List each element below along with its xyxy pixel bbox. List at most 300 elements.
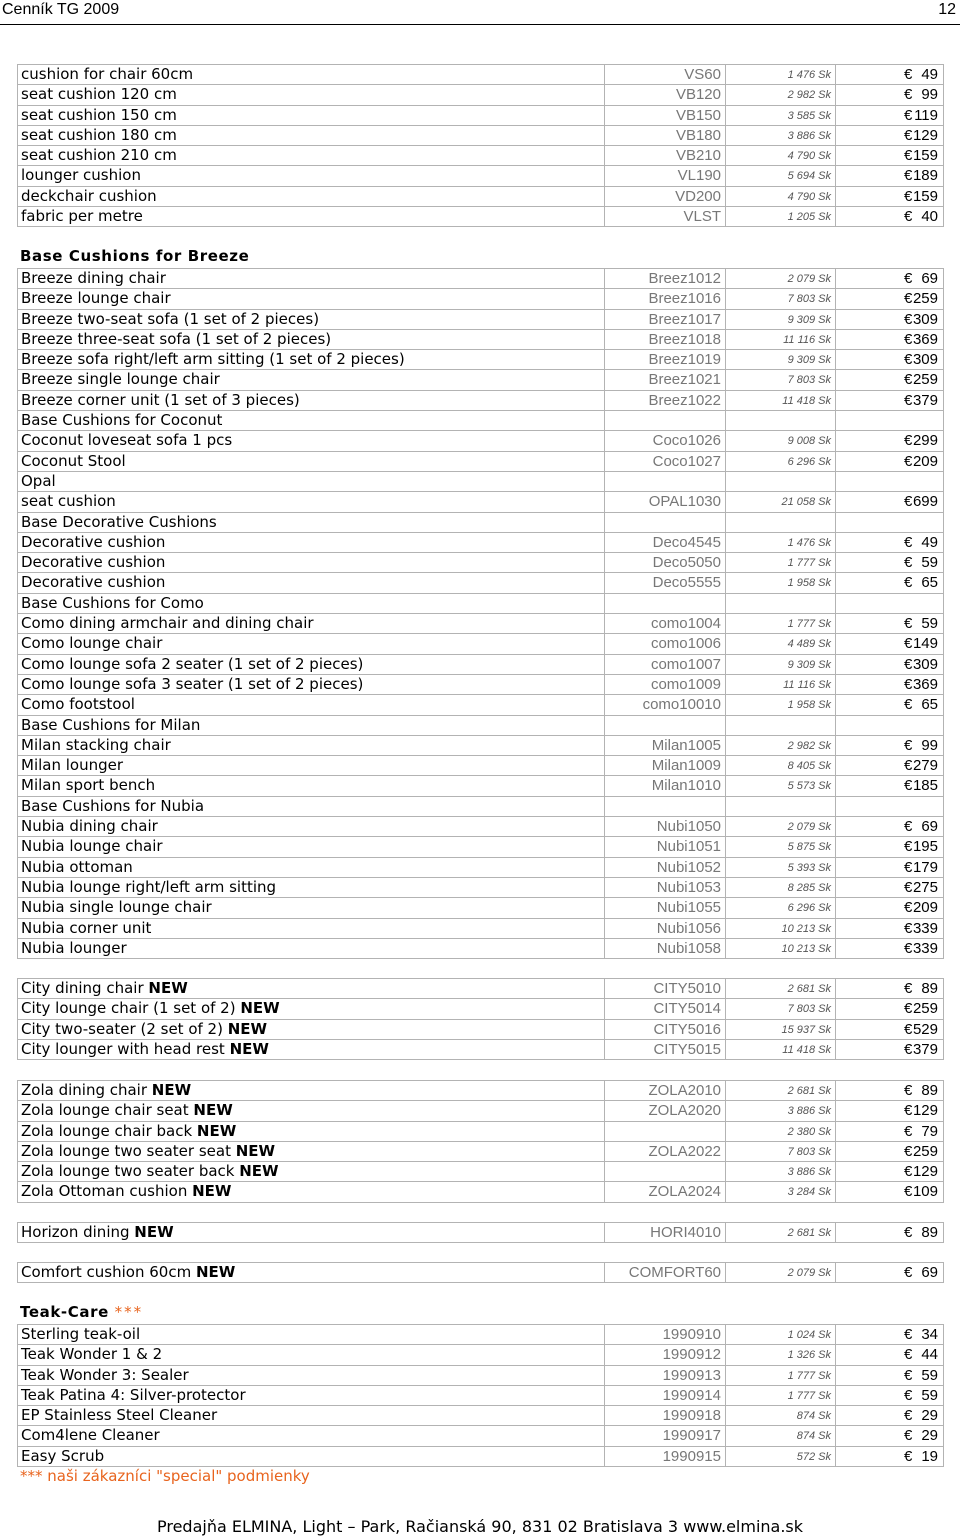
euro-icon: € [904,615,913,633]
table-row [18,207,943,227]
table-row [18,1122,943,1142]
product-name-text: Zola Ottoman cushion [21,1182,193,1201]
table-row [18,999,943,1019]
table-row [18,634,943,654]
new-badge: NEW [134,1223,174,1241]
price-sk: 1 326 Sk [725,1345,835,1364]
product-name [18,1345,604,1364]
product-code: 1990912 [604,1345,725,1364]
price-sk: 2 380 Sk [725,1122,835,1141]
price-eur-value: 699 [912,493,938,511]
price-eur [835,1406,942,1425]
price-eur [835,472,942,491]
price-eur-value: 379 [912,391,938,409]
product-code: VB150 [604,106,725,125]
price-sk: 11 116 Sk [725,330,835,349]
new-badge: NEW [239,1162,279,1181]
price-eur [835,797,942,816]
table-row [18,1406,943,1426]
table-row [18,65,943,85]
table-row [18,675,943,695]
euro-icon: € [904,1082,913,1099]
new-badge: NEW [193,1101,233,1120]
product-code [604,472,725,491]
price-table-block [17,1262,944,1283]
price-eur [835,370,942,389]
price-eur [835,269,942,288]
table-row [18,655,943,675]
euro-icon: € [904,1102,913,1120]
product-name [18,1142,604,1161]
price-eur-value: 65 [921,574,938,592]
price-eur-value: 49 [921,66,938,83]
price-eur [835,1366,942,1385]
product-code: Nubi1052 [604,858,725,877]
price-eur-value: 129 [912,1102,938,1120]
price-eur-value: 379 [912,1040,938,1058]
product-name-text: Nubia lounge chair [21,837,163,856]
price-sk: 9 309 Sk [725,310,835,329]
product-name-text: Comfort cushion 60cm [21,1263,196,1281]
product-name [18,166,604,185]
product-name-text: Como lounge chair [21,634,163,653]
price-eur [835,979,942,998]
product-code: CITY5014 [604,999,725,1018]
product-code: como1007 [604,655,725,674]
product-name-text: Zola lounge two seater back [21,1162,240,1181]
product-name-text: EP Stainless Steel Cleaner [21,1406,218,1425]
euro-icon: € [904,1326,913,1343]
price-eur-value: 529 [912,1020,938,1038]
product-code: Deco4545 [604,533,725,552]
table-row [18,330,943,350]
price-eur-value: 209 [912,452,938,470]
product-name [18,1122,604,1141]
product-name-text: Base Cushions for Como [21,593,204,612]
price-sk: 3 886 Sk [725,126,835,145]
product-name [18,207,604,226]
euro-icon: € [904,939,913,957]
product-name [18,837,604,856]
product-name [18,1182,604,1201]
price-sk: 9 309 Sk [725,350,835,369]
product-name-text: Como dining armchair and dining chair [21,614,314,633]
product-code: como1009 [604,675,725,694]
price-eur-value: 59 [921,1366,938,1384]
euro-icon: € [904,1366,913,1384]
section-heading [17,1303,942,1323]
price-eur-value: 195 [912,838,938,856]
product-name-text: Breeze two-seat sofa (1 set of 2 pieces) [21,309,320,328]
table-row [18,1325,943,1345]
product-code: Nubi1053 [604,878,725,897]
product-name [18,330,604,349]
price-sk: 2 079 Sk [725,269,835,288]
price-eur [835,858,942,877]
product-name-text: fabric per metre [21,207,143,226]
euro-icon: € [904,655,913,673]
price-eur [835,695,942,714]
product-name-text: Decorative cushion [21,553,166,572]
price-eur [835,411,942,430]
table-row [18,126,943,146]
price-table-block [17,1222,944,1243]
price-eur [835,756,942,775]
price-eur-value: 59 [921,615,938,633]
price-eur [835,1040,942,1059]
table-row [18,1426,943,1446]
product-name [18,513,604,532]
product-code: Breez1017 [604,310,725,329]
price-sk: 7 803 Sk [725,1142,835,1161]
table-row [18,1081,943,1101]
product-name-text: Base Decorative Cushions [21,512,217,531]
price-eur [835,716,942,735]
price-sk: 2 982 Sk [725,85,835,104]
price-eur [835,513,942,532]
table-row [18,431,943,451]
product-name [18,411,604,430]
table-row [18,492,943,512]
product-name-text: Nubia corner unit [21,918,152,937]
product-name-text: Base Cushions for Milan [21,715,201,734]
product-name-text: Como lounge sofa 2 seater (1 set of 2 pieces) [21,654,364,673]
product-name [18,289,604,308]
price-sk: 1 777 Sk [725,1386,835,1405]
table-row [18,878,943,898]
product-name [18,999,604,1018]
product-name [18,573,604,592]
price-sk [725,716,835,735]
product-name-text: City lounger with head rest [21,1039,230,1058]
new-badge: NEW [229,1039,269,1058]
product-code: VB120 [604,85,725,104]
price-sk: 3 886 Sk [725,1162,835,1181]
product-code: 1990914 [604,1386,725,1405]
product-name-text: Base Cushions for Breeze [20,247,250,265]
table-row [18,858,943,878]
price-sk [725,513,835,532]
price-sk: 5 694 Sk [725,166,835,185]
product-code: Milan1005 [604,736,725,755]
price-eur-value: 59 [921,1386,938,1404]
product-name [18,1366,604,1385]
price-sk: 5 393 Sk [725,858,835,877]
product-code: VLST [604,207,725,226]
page-number: 12 [938,1,956,18]
price-eur [835,187,942,206]
price-eur [835,1020,942,1039]
price-sk: 10 213 Sk [725,939,835,958]
price-eur-value: 79 [921,1122,938,1140]
product-name-text: Teak Wonder 3: Sealer [21,1365,189,1384]
price-sk: 2 681 Sk [725,979,835,998]
product-name-text: Teak-Care [20,1303,115,1321]
price-eur [835,1182,942,1201]
price-eur [835,1081,942,1100]
product-name [18,146,604,165]
new-badge: NEW [240,999,280,1018]
product-name [18,1081,604,1100]
table-row [18,1386,943,1406]
table-row [18,1162,943,1182]
product-code: Coco1026 [604,431,725,450]
price-table-block [17,1324,944,1467]
table-row [18,289,943,309]
price-eur-value: 339 [912,919,938,937]
euro-icon: € [904,919,913,937]
price-eur [835,675,942,694]
product-code: Nubi1056 [604,919,725,938]
product-name-text: Milan lounger [21,756,124,775]
price-eur-value: 259 [912,1142,938,1160]
price-sk: 1 777 Sk [725,553,835,572]
table-row [18,350,943,370]
product-name-text: Zola lounge chair back [21,1121,197,1140]
price-eur [835,776,942,795]
product-name-text: City lounge chair (1 set of 2) [21,999,241,1018]
product-code [604,797,725,816]
price-eur [835,166,942,185]
price-sk: 6 296 Sk [725,452,835,471]
table-row [18,1020,943,1040]
product-name-text: Nubia single lounge chair [21,898,212,917]
price-sk: 6 296 Sk [725,898,835,917]
product-name-text: Nubia lounger [21,938,127,957]
price-eur [835,330,942,349]
product-name-text: deckchair cushion [21,186,157,205]
product-name-text: Nubia lounge right/left arm sitting [21,877,277,896]
price-eur-value: 29 [921,1427,938,1445]
price-eur-value: 159 [912,187,938,205]
price-eur [835,999,942,1018]
price-sk [725,797,835,816]
section-heading [17,247,942,267]
table-row [18,1263,943,1283]
price-eur-value: 89 [921,1082,938,1099]
product-code: como1006 [604,634,725,653]
table-row [18,146,943,166]
product-name [18,716,604,735]
product-name [18,898,604,917]
table-row [18,391,943,411]
price-eur [835,1223,942,1242]
price-eur-value: 129 [912,126,938,144]
price-sk: 7 803 Sk [725,370,835,389]
table-row [18,533,943,553]
table-row [18,513,943,533]
price-sk: 11 418 Sk [725,1040,835,1059]
euro-icon: € [904,208,913,226]
product-name [18,106,604,125]
product-code: CITY5015 [604,1040,725,1059]
product-code: 1990910 [604,1325,725,1344]
price-sk: 3 886 Sk [725,1101,835,1120]
product-name [18,492,604,511]
price-sk [725,472,835,491]
product-name-text: Como footstool [21,695,135,714]
product-name [18,776,604,795]
price-sk: 2 079 Sk [725,1263,835,1282]
euro-icon: € [904,1142,913,1160]
price-eur-value: 309 [912,310,938,328]
euro-icon: € [904,818,913,836]
product-code [604,1162,725,1181]
product-name [18,269,604,288]
product-name [18,655,604,674]
price-sk: 572 Sk [725,1447,835,1466]
product-name-text: Horizon dining [21,1223,135,1241]
product-name-text: Zola dining chair [21,1081,152,1099]
price-sk: 8 285 Sk [725,878,835,897]
euro-icon: € [904,310,913,328]
product-name [17,1303,603,1323]
product-code: VB210 [604,146,725,165]
new-badge: NEW [195,1263,236,1281]
product-name [18,472,604,491]
price-sk: 1 024 Sk [725,1325,835,1344]
price-table-block [17,268,944,959]
product-code: Breez1019 [604,350,725,369]
product-code: VS60 [604,65,725,84]
product-code: Nubi1058 [604,939,725,958]
table-row [18,1345,943,1365]
product-name-text: seat cushion 210 cm [21,146,177,165]
euro-icon: € [904,86,913,104]
euro-icon: € [904,187,913,205]
price-eur-value: 185 [912,777,938,795]
table-row [18,614,943,634]
euro-icon: € [904,777,913,795]
table-row [18,1366,943,1386]
euro-icon: € [904,1386,913,1404]
table-row [18,187,943,207]
price-sk: 7 803 Sk [725,289,835,308]
product-name-text: Easy Scrub [21,1446,105,1465]
product-name [18,675,604,694]
product-code [604,594,725,613]
table-row [18,695,943,715]
price-eur [835,65,942,84]
price-eur [835,655,942,674]
price-eur-value: 29 [921,1407,938,1425]
price-eur [835,1447,942,1466]
euro-icon: € [904,1163,913,1181]
euro-icon: € [904,1020,913,1038]
price-sk: 1 777 Sk [725,614,835,633]
product-code: CITY5016 [604,1020,725,1039]
price-sk: 3 585 Sk [725,106,835,125]
price-eur [835,533,942,552]
euro-icon: € [904,533,913,551]
euro-icon: € [904,351,913,369]
euro-icon: € [904,432,913,450]
product-code: HORI4010 [604,1223,725,1242]
product-code: Breez1016 [604,289,725,308]
table-row [18,979,943,999]
product-name-text: Teak Patina 4: Silver-protector [21,1385,246,1404]
euro-icon: € [904,330,913,348]
price-sk: 874 Sk [725,1426,835,1445]
price-eur [835,126,942,145]
price-eur [835,350,942,369]
product-name [18,919,604,938]
product-name-text: Nubia ottoman [21,857,133,876]
product-code: ZOLA2024 [604,1182,725,1201]
product-code: OPAL1030 [604,492,725,511]
new-badge: NEW [192,1182,232,1201]
table-row [18,310,943,330]
euro-icon: € [904,980,913,997]
product-name-text: Milan stacking chair [21,735,171,754]
product-name-text: seat cushion 180 cm [21,125,177,144]
product-code: Breez1021 [604,370,725,389]
product-name [17,247,603,267]
price-eur [835,492,942,511]
euro-icon: € [904,106,913,124]
price-sk: 1 476 Sk [725,65,835,84]
table-row [18,919,943,939]
product-code: Milan1010 [604,776,725,795]
euro-icon: € [904,635,913,653]
product-name [18,1447,604,1466]
product-name [18,1223,604,1242]
price-eur-value: 40 [921,208,938,226]
price-eur-value: 259 [912,1000,938,1018]
product-name [18,126,604,145]
price-eur-value: 179 [912,858,938,876]
euro-icon: € [904,147,913,165]
price-sk: 9 309 Sk [725,655,835,674]
price-eur [835,1142,942,1161]
price-sk: 3 284 Sk [725,1182,835,1201]
price-table-block [17,1080,944,1203]
euro-icon: € [904,858,913,876]
product-name [18,85,604,104]
table-row [18,716,943,736]
product-name [18,1263,604,1282]
product-name [18,1020,604,1039]
product-code: Deco5050 [604,553,725,572]
price-eur [835,614,942,633]
price-eur-value: 69 [921,1264,938,1281]
product-name [18,1426,604,1445]
price-eur-value: 309 [912,655,938,673]
product-name [18,797,604,816]
product-name-text: Breeze lounge chair [21,289,171,308]
price-eur-value: 189 [912,167,938,185]
price-eur [835,1426,942,1445]
price-eur [835,553,942,572]
price-eur-value: 339 [912,939,938,957]
product-name-text: seat cushion 120 cm [21,85,177,104]
euro-icon: € [904,391,913,409]
document-title: Cenník TG 2009 [2,1,120,18]
price-eur [835,898,942,917]
product-name-text: cushion for chair 60cm [21,65,194,83]
new-badge: NEW [235,1141,276,1160]
product-name [18,756,604,775]
euro-icon: € [904,1000,913,1018]
product-code [604,716,725,735]
price-sk: 8 405 Sk [725,756,835,775]
product-name [18,1040,604,1059]
product-name-text: Opal [21,471,56,490]
price-eur [835,85,942,104]
product-name-text: Com4lene Cleaner [21,1426,160,1445]
price-eur-value: 299 [912,432,938,450]
table-row [18,797,943,817]
